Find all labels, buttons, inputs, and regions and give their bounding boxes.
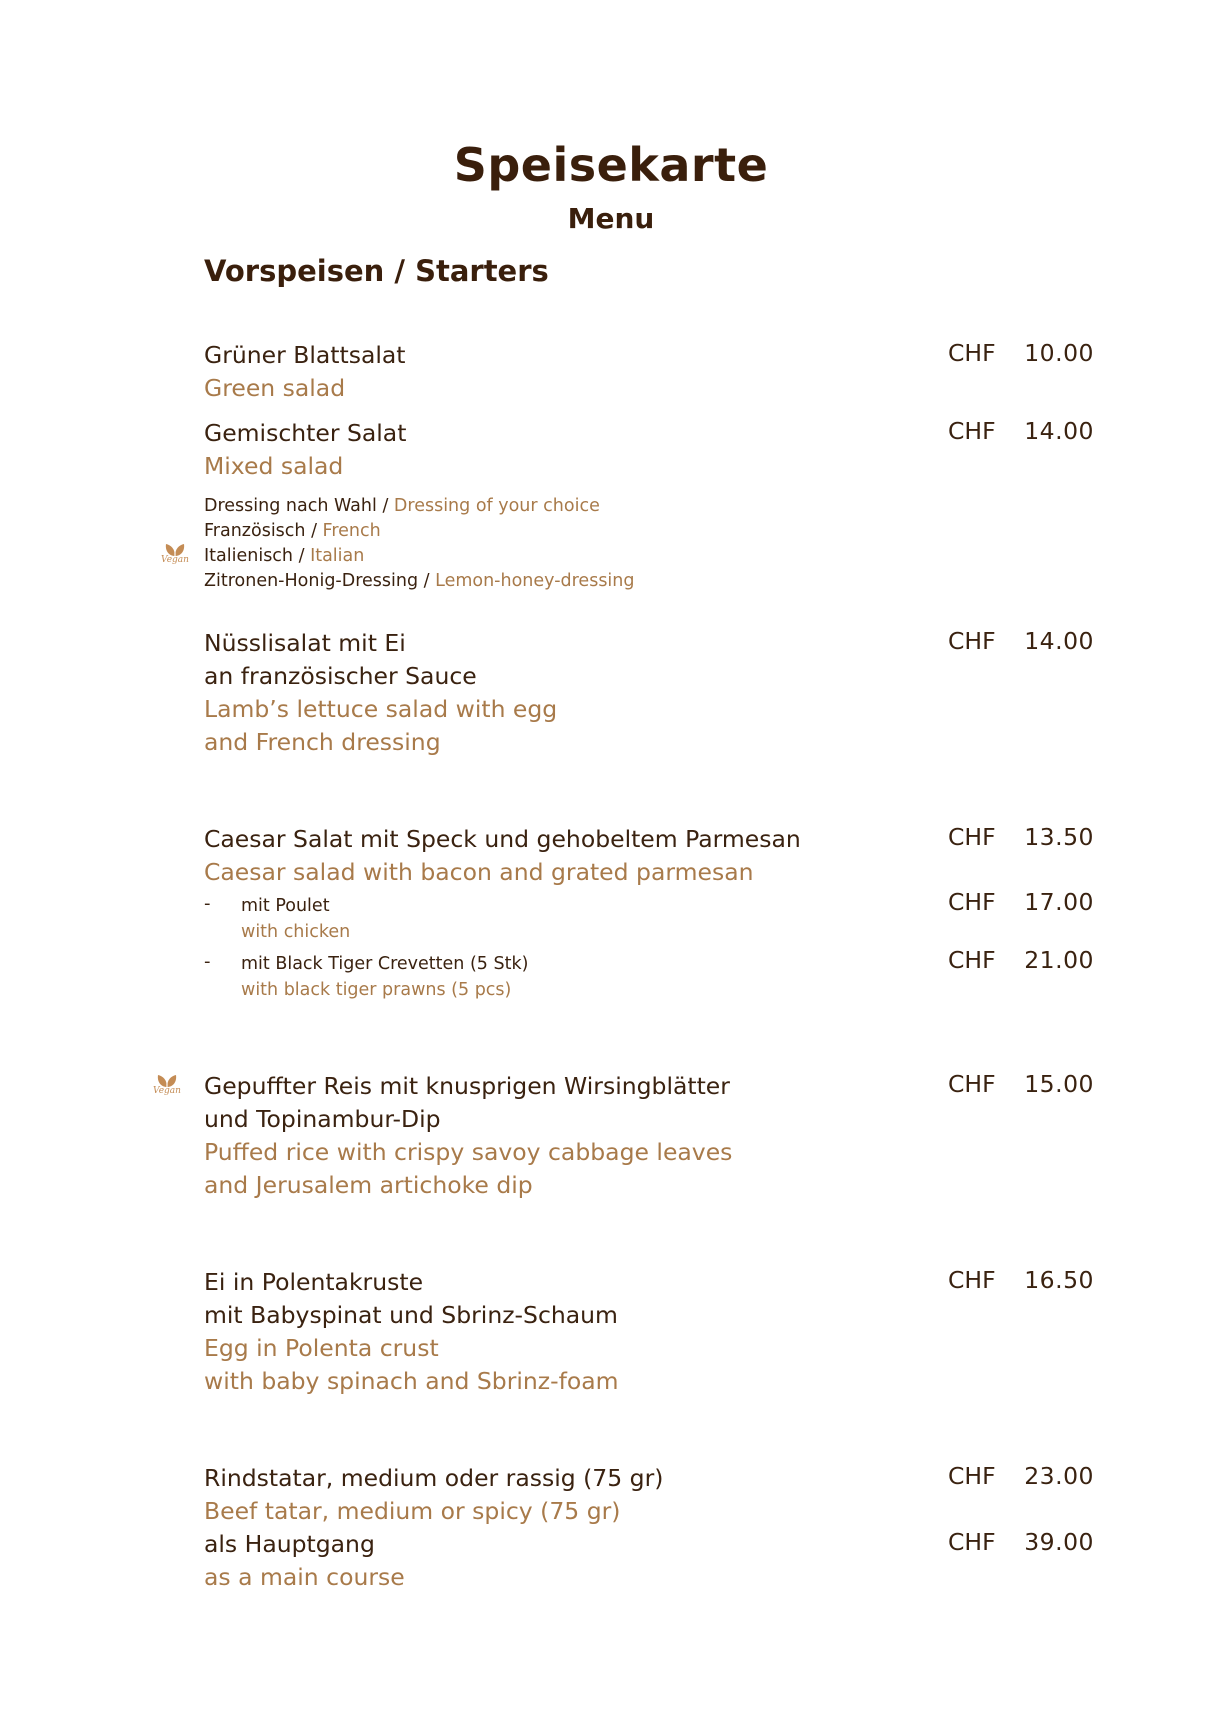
- price-green-salad: 10.00: [1024, 339, 1094, 367]
- dressing-option: Zitronen-Honig-Dressing / Lemon-honey-dressing: [204, 571, 635, 591]
- currency-label: CHF: [948, 1462, 996, 1490]
- item-lambs-lettuce-de-1: Nüsslisalat mit Ei: [204, 629, 406, 657]
- price-mixed-salad: 14.00: [1024, 417, 1094, 445]
- dressing-option: Italienisch / Italian: [204, 546, 365, 566]
- item-green-salad-de: Grüner Blattsalat: [204, 341, 406, 369]
- vegan-label: Vegan: [161, 555, 189, 565]
- item-lambs-lettuce-en-2: and French dressing: [204, 728, 441, 756]
- price-caesar: 13.50: [1024, 823, 1094, 851]
- item-puffed-rice-de-1: Gepuffter Reis mit knusprigen Wirsingblätter: [204, 1072, 730, 1100]
- extra-dash: -: [204, 951, 211, 972]
- dressing-header: Dressing nach Wahl / Dressing of your choice: [204, 496, 600, 516]
- item-mixed-salad-de: Gemischter Salat: [204, 419, 407, 447]
- vegan-icon: [158, 541, 192, 567]
- currency-label: CHF: [948, 946, 996, 974]
- currency-label: CHF: [948, 417, 996, 445]
- item-egg-polenta-de-2: mit Babyspinat und Sbrinz-Schaum: [204, 1301, 618, 1329]
- vegan-label: Vegan: [153, 1086, 181, 1096]
- item-egg-polenta-en-1: Egg in Polenta crust: [204, 1334, 439, 1362]
- item-beef-tatar-main-en: as a main course: [204, 1563, 405, 1591]
- item-beef-tatar-de: Rindstatar, medium oder rassig (75 gr): [204, 1464, 664, 1492]
- currency-label: CHF: [948, 1070, 996, 1098]
- vegan-icon: [150, 1072, 184, 1098]
- item-lambs-lettuce-en-1: Lamb’s lettuce salad with egg: [204, 695, 558, 723]
- item-puffed-rice-en-2: and Jerusalem artichoke dip: [204, 1171, 533, 1199]
- item-egg-polenta-de-1: Ei in Polentakruste: [204, 1268, 424, 1296]
- item-mixed-salad-en: Mixed salad: [204, 452, 344, 480]
- item-green-salad-en: Green salad: [204, 374, 346, 402]
- page-subtitle: Menu: [567, 202, 655, 235]
- item-caesar-en: Caesar salad with bacon and grated parmesan: [204, 858, 754, 886]
- item-puffed-rice-en-1: Puffed rice with crispy savoy cabbage leaves: [204, 1138, 733, 1166]
- item-egg-polenta-en-2: with baby spinach and Sbrinz-foam: [204, 1367, 619, 1395]
- price-extra-chicken: 17.00: [1024, 888, 1094, 916]
- section-title: Vorspeisen / Starters: [204, 254, 549, 288]
- dressing-header-de: Dressing nach Wahl: [204, 496, 377, 516]
- currency-label: CHF: [948, 627, 996, 655]
- currency-label: CHF: [948, 888, 996, 916]
- dressing-option-de: Zitronen-Honig-Dressing: [204, 571, 419, 591]
- currency-label: CHF: [948, 1266, 996, 1294]
- item-puffed-rice-de-2: und Topinambur-Dip: [204, 1105, 441, 1133]
- extra-prawns-de: mit Black Tiger Crevetten (5 Stk): [241, 954, 529, 974]
- currency-label: CHF: [948, 339, 996, 367]
- extra-chicken-de: mit Poulet: [241, 896, 330, 916]
- dressing-option-en: Italian: [310, 546, 365, 566]
- price-puffed-rice: 15.00: [1024, 1070, 1094, 1098]
- dressing-option-de: Italienisch: [204, 546, 294, 566]
- price-beef-tatar-main: 39.00: [1024, 1528, 1094, 1556]
- currency-label: CHF: [948, 1528, 996, 1556]
- dressing-header-en: Dressing of your choice: [393, 496, 600, 516]
- dressing-option: Französisch / French: [204, 521, 381, 541]
- extra-prawns-en: with black tiger prawns (5 pcs): [241, 980, 512, 1000]
- dressing-option-en: French: [322, 521, 381, 541]
- extra-chicken-en: with chicken: [241, 922, 351, 942]
- price-extra-prawns: 21.00: [1024, 946, 1094, 974]
- item-caesar-de: Caesar Salat mit Speck und gehobeltem Parmesan: [204, 825, 801, 853]
- item-beef-tatar-en: Beef tatar, medium or spicy (75 gr): [204, 1497, 621, 1525]
- price-lambs-lettuce: 14.00: [1024, 627, 1094, 655]
- price-egg-polenta: 16.50: [1024, 1266, 1094, 1294]
- price-beef-tatar: 23.00: [1024, 1462, 1094, 1490]
- currency-label: CHF: [948, 823, 996, 851]
- extra-dash: -: [204, 893, 211, 914]
- page-title: Speisekarte: [453, 138, 769, 192]
- item-beef-tatar-main-de: als Hauptgang: [204, 1530, 375, 1558]
- dressing-option-en: Lemon-honey-dressing: [435, 571, 635, 591]
- dressing-option-de: Französisch: [204, 521, 306, 541]
- item-lambs-lettuce-de-2: an französischer Sauce: [204, 662, 477, 690]
